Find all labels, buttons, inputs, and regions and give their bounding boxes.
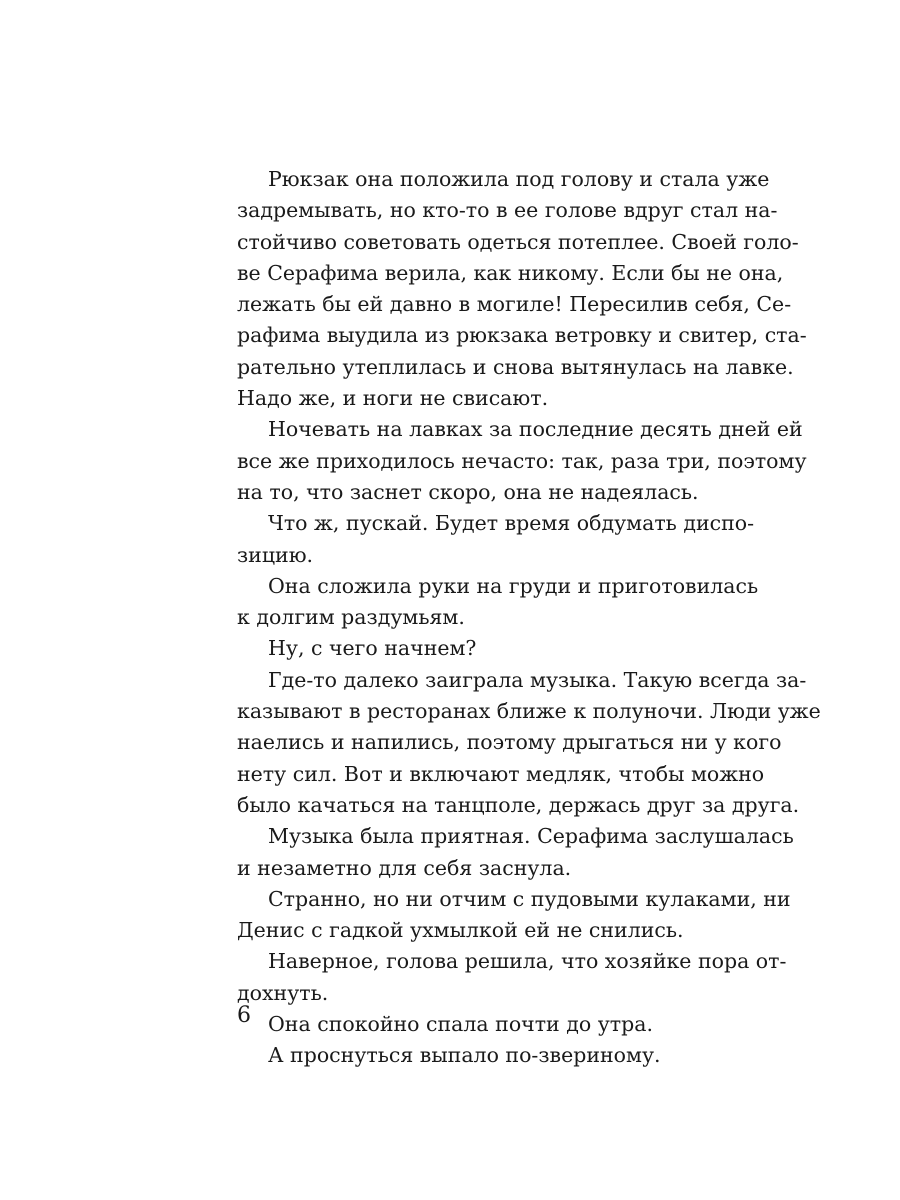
text-line: дохнуть. bbox=[237, 980, 329, 1005]
paragraph bbox=[237, 571, 759, 634]
paragraph bbox=[237, 665, 821, 821]
text-line: Ночевать на лавках за последние десять дней ей bbox=[268, 417, 803, 442]
text-line: на то, что заснет скоро, она не надеялась. bbox=[237, 479, 699, 504]
text-line: казывают в ресторанах ближе к полуночи. Люди уже bbox=[237, 699, 821, 724]
paragraph bbox=[237, 1009, 704, 1040]
paragraph bbox=[237, 884, 791, 947]
paragraph bbox=[237, 633, 704, 664]
text-line: Денис с гадкой ухмылкой ей не снились. bbox=[237, 918, 684, 943]
text-line: лежать бы ей давно в могиле! Пересилив себя, Се- bbox=[237, 292, 792, 317]
text-line: зицию. bbox=[237, 542, 314, 567]
text-line: Надо же, и ноги не свисают. bbox=[237, 386, 549, 411]
text-line: Что ж, пускай. Будет время обдумать диспо- bbox=[268, 511, 755, 536]
text-line: Ну, с чего начнем? bbox=[268, 636, 477, 661]
text-line: Наверное, голова решила, что хозяйке пора от- bbox=[268, 949, 787, 974]
text-line: Она сложила руки на груди и приготовилась bbox=[268, 573, 759, 598]
text-line: Она спокойно спала почти до утра. bbox=[268, 1012, 653, 1037]
body-text bbox=[237, 164, 821, 1072]
paragraph bbox=[237, 1040, 704, 1071]
paragraph bbox=[237, 508, 755, 571]
text-line: ве Серафима верила, как никому. Если бы не она, bbox=[237, 260, 784, 285]
text-line: задремывать, но кто-то в ее голове вдруг стал на- bbox=[237, 198, 778, 223]
text-line: Музыка была приятная. Серафима заслушалась bbox=[268, 824, 794, 849]
paragraph bbox=[237, 946, 787, 1009]
text-line: было качаться на танцполе, держась друг за друга. bbox=[237, 792, 800, 817]
text-line: наелись и напились, поэтому дрыгаться ни у кого bbox=[237, 730, 782, 755]
text-line: и незаметно для себя заснула. bbox=[237, 855, 572, 880]
text-line: Где-то далеко заиграла музыка. Такую всегда за- bbox=[268, 667, 807, 692]
text-line: к долгим раздумьям. bbox=[237, 605, 465, 630]
paragraph bbox=[237, 821, 794, 884]
text-line: рательно утеплилась и снова вытянулась на лавке. bbox=[237, 354, 794, 379]
page-number: 6 bbox=[237, 1003, 251, 1028]
paragraph bbox=[237, 414, 807, 508]
text-line: Рюкзак она положила под голову и стала уже bbox=[268, 167, 770, 191]
text-line: А проснуться выпало по-звериному. bbox=[268, 1043, 661, 1068]
text-line: рафима выудила из рюкзака ветровку и свитер, ста- bbox=[237, 323, 807, 348]
paragraph bbox=[237, 164, 807, 414]
text-line: Странно, но ни отчим с пудовыми кулаками, ни bbox=[268, 886, 791, 911]
text-line: стойчиво советовать одеться потеплее. Своей голо- bbox=[237, 229, 799, 254]
text-line: все же приходилось нечасто: так, раза три, поэтому bbox=[237, 448, 807, 473]
text-line: нету сил. Вот и включают медляк, чтобы можно bbox=[237, 761, 765, 786]
